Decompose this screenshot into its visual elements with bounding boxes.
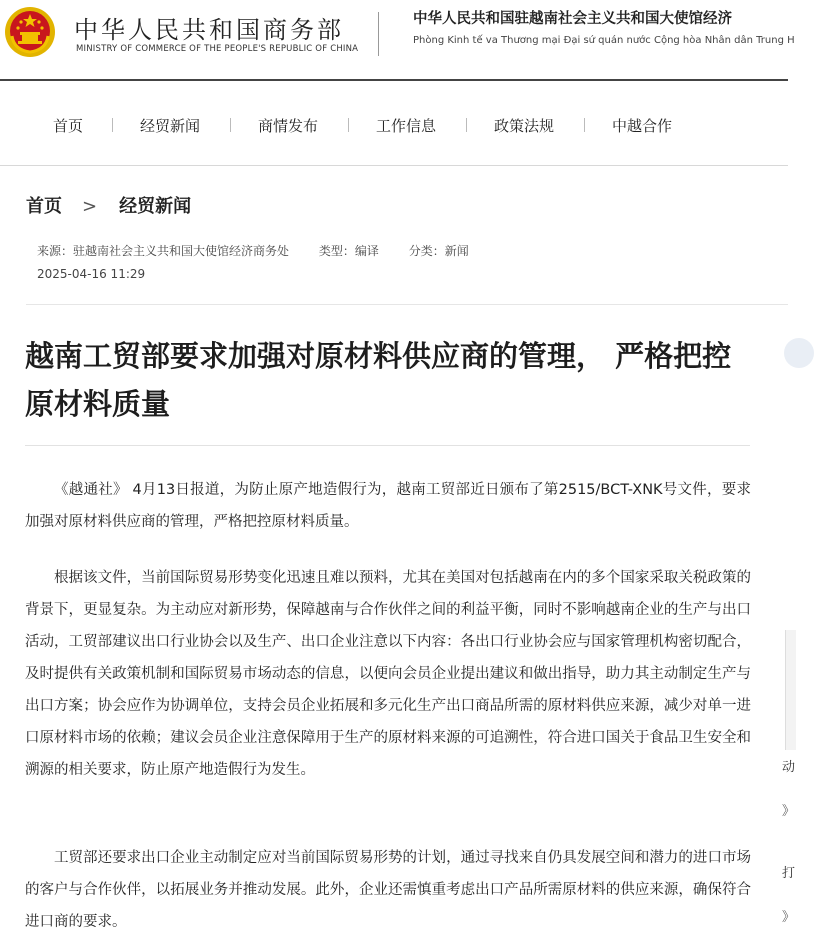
meta-divider: [26, 304, 788, 305]
ministry-name-cn[interactable]: 中华人民共和国商务部: [74, 16, 344, 44]
nav-separator: [466, 118, 467, 132]
nav-item-work-info[interactable]: 工作信息: [376, 117, 437, 135]
article-title: 越南工贸部要求加强对原材料供应商的管理， 严格把控原材料质量: [25, 339, 732, 421]
article-meta: [37, 242, 495, 259]
nav-separator: [112, 118, 113, 132]
sidebar-circle-button[interactable]: [784, 338, 814, 368]
article-paragraph: 工贸部还要求出口企业主动制定应对当前国际贸易形势的计划，通过寻找来自仍具发展空间和潜力的进口市场的客户与合作伙伴，以拓展业务并推动发展。此外，企业还需慎重考虑出口产品所需原材料的供应来源，确保符合进口商的要求。: [25, 850, 751, 930]
ministry-name-en: MINISTRY OF COMMERCE OF THE PEOPLE'S REPUBLIC OF CHINA: [76, 44, 359, 54]
sidebar-panel: [785, 630, 796, 750]
nav-separator: [230, 118, 231, 132]
embassy-name-cn[interactable]: 中华人民共和国驻越南社会主义共和国大使馆经济: [413, 11, 732, 27]
breadcrumb-separator: >: [82, 196, 98, 217]
article-paragraph: 《越通社》 4月13日报道，为防止原产地造假行为，越南工贸部近日颁布了第2515/BCT-XNK号文件，要求加强对原材料供应商的管理，严格把控原材料质量。: [25, 482, 751, 530]
site-header: [0, 0, 795, 80]
meta-source: 来源：驻越南社会主义共和国大使馆经济商务处: [37, 244, 290, 258]
nav-separator: [348, 118, 349, 132]
main-nav: [0, 81, 788, 166]
breadcrumb-home[interactable]: 首页: [26, 196, 62, 217]
meta-date: 2025-04-16 11:29: [37, 267, 146, 281]
sidebar-fragment: 》: [782, 804, 796, 819]
nav-item-china-vietnam[interactable]: 中越合作: [612, 117, 673, 135]
sidebar-fragment: 动: [782, 760, 796, 775]
title-divider: [25, 445, 750, 446]
nav-item-policy-law[interactable]: 政策法规: [494, 117, 555, 135]
nav-item-trade-news[interactable]: 经贸新闻: [140, 117, 201, 135]
embassy-name-vn: Phòng Kinh tế va Thương mại Đại sứ quán nước Cộng hòa Nhân dân Trung H: [413, 35, 795, 46]
nav-separator: [584, 118, 585, 132]
meta-type: 类型：编译: [318, 244, 379, 258]
nav-item-business-info[interactable]: 商情发布: [258, 117, 319, 135]
header-divider: [378, 12, 379, 56]
sidebar-fragment: 打: [782, 866, 796, 881]
meta-category: 分类：新闻: [408, 244, 469, 258]
breadcrumb-current[interactable]: 经贸新闻: [119, 196, 192, 217]
national-emblem-icon[interactable]: [4, 6, 56, 58]
breadcrumb: [26, 192, 191, 218]
article-paragraph: 根据该文件，当前国际贸易形势变化迅速且难以预料，尤其在美国对包括越南在内的多个国家采取关税政策的背景下，更显复杂。为主动应对新形势，保障越南与合作伙伴之间的利益平衡，同时不影响越南企业的生产与出口活动，工贸部建议出口行业协会以及生产、出口企业注意以下内容：各出口行业协会应与国家管理机构密切配合，及时提供有关政策机制和国际贸易市场动态的信息，以便向会员企业提出建议和做出指导，助力其主动制定生产与出口方案；协会应作为协调单位，支持会员企业拓展和多元化生产出口商品所需的原材料供应来源，减少对单一进口原材料市场的依赖；建议会员企业注意保障用于生产的原材料来源的可追溯性，符合进口国关于食品卫生安全和溯源的相关要求，防止原产地造假行为发生。: [25, 570, 751, 778]
sidebar-fragment: 》: [782, 910, 796, 925]
nav-item-home[interactable]: 首页: [53, 117, 84, 135]
